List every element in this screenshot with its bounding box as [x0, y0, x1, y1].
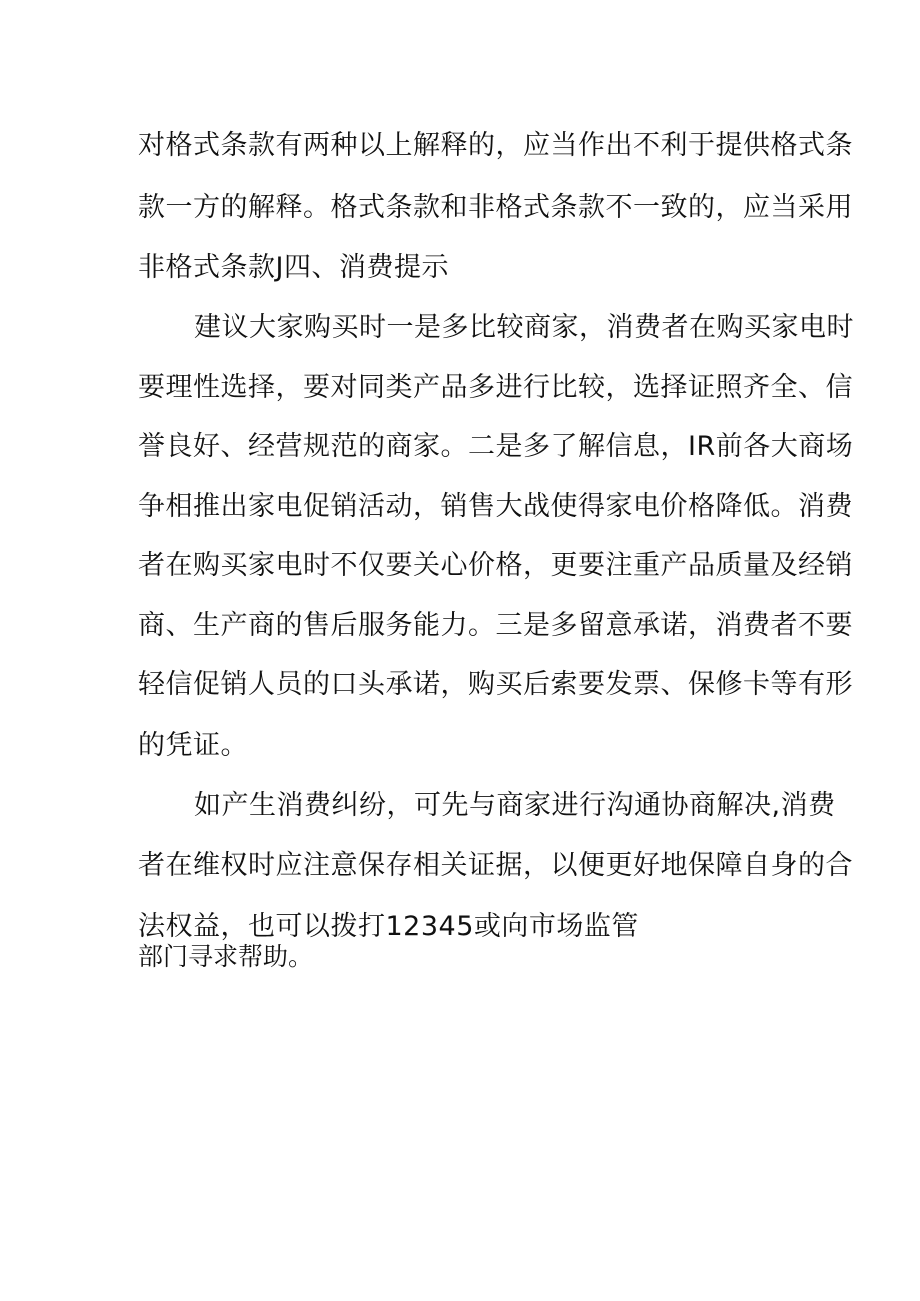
text-line: 者在购买家电时不仅要关心价格，更要注重产品质量及经销 — [138, 550, 853, 581]
text-line: 轻信促销人员的口头承诺，购买后索要发票、保修卡等有形 — [138, 669, 853, 700]
text-line: 对格式条款有两种以上解释的，应当作出不利于提供格式条 — [138, 130, 853, 161]
paragraph-first-line: 建议大家购买时一是多比较商家，消费者在购买家电时 — [194, 312, 854, 343]
text-line: 部门寻求帮助。 — [138, 942, 314, 971]
paragraph-first-line: 如产生消费纠纷，可先与商家进行沟通协商解决,消费 — [194, 790, 836, 821]
text-line: 法权益，也可以拨打12345或向市场监管 — [138, 911, 639, 942]
text-line: 款一方的解释。格式条款和非格式条款不一致的，应当采用 — [138, 192, 853, 223]
text-line: 誉良好、经营规范的商家。二是多了解信息，IR前各大商场 — [138, 431, 854, 462]
text-line: 商、生产商的售后服务能力。三是多留意承诺，消费者不要 — [138, 610, 853, 641]
text-line: 争相推出家电促销活动，销售大战使得家电价格降低。消费 — [138, 491, 853, 522]
text-line: 要理性选择，要对同类产品多进行比较，选择证照齐全、信 — [138, 372, 853, 403]
section-heading-line: 非格式条款J四、消费提示 — [138, 252, 449, 283]
text-line: 的凭证。 — [138, 730, 248, 761]
text-line: 者在维权时应注意保存相关证据，以便更好地保障自身的合 — [138, 850, 853, 881]
